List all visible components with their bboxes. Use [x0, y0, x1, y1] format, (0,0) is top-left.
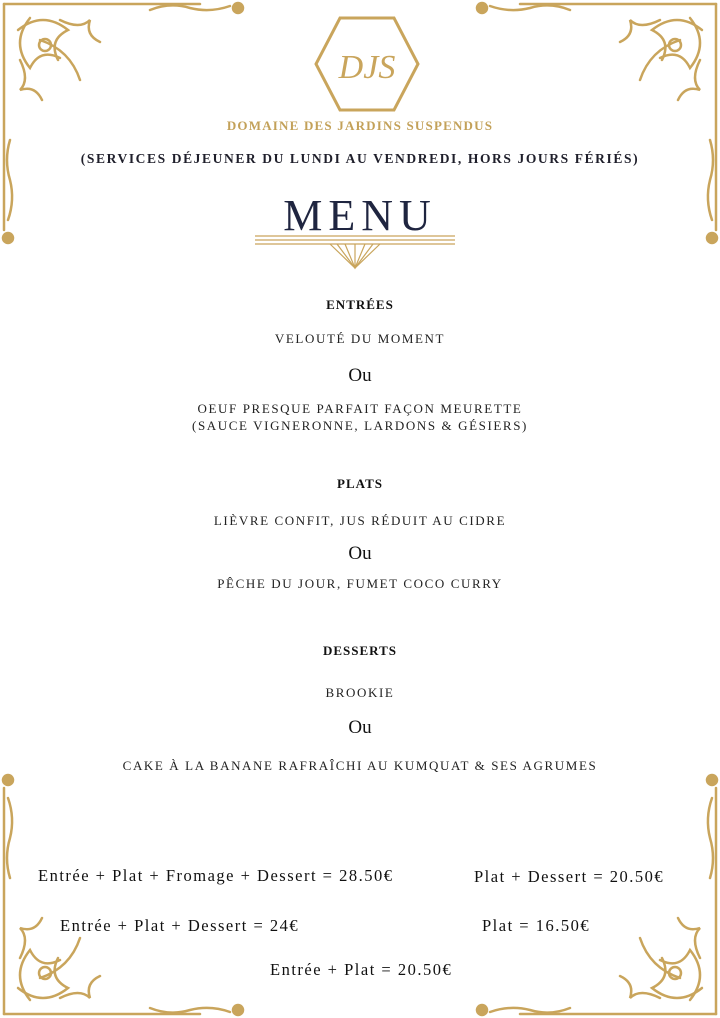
dish-peche: PÊCHE DU JOUR, FUMET COCO CURRY [217, 576, 503, 591]
dish-cake: CAKE À LA BANANE RAFRAÎCHI AU KUMQUAT & SES AGRUMES [122, 758, 598, 773]
corner-ornament-bottom-left-icon [0, 768, 250, 1018]
separator-ou: Ou [348, 543, 372, 564]
price-formule-complete: Entrée + Plat + Fromage + Dessert = 28.50€ [38, 866, 394, 885]
price-plat-dessert: Plat + Dessert = 20.50€ [474, 867, 665, 886]
services-note: (SERVICES DÉJEUNER DU LUNDI AU VENDREDI, HORS JOURS FÉRIÉS) [80, 151, 640, 166]
dish-lievre: LIÈVRE CONFIT, JUS RÉDUIT AU CIDRE [213, 513, 507, 528]
domain-name: DOMAINE DES JARDINS SUSPENDUS [226, 118, 494, 133]
dish-veloute: VELOUTÉ DU MOMENT [274, 331, 446, 346]
price-entree-plat: Entrée + Plat = 20.50€ [270, 960, 453, 979]
hexagon-logo-icon [312, 14, 422, 114]
section-title-plats: PLATS [337, 476, 383, 491]
section-title-desserts: DESSERTS [322, 643, 398, 658]
corner-ornament-bottom-right-icon [470, 768, 720, 1018]
price-plat-seul: Plat = 16.50€ [482, 916, 591, 935]
dish-brookie: BROOKIE [325, 685, 395, 700]
menu-title: MENU [283, 191, 437, 240]
deco-fan-icon [255, 232, 455, 272]
separator-ou: Ou [348, 365, 372, 386]
dish-oeuf-line1: OEUF PRESQUE PARFAIT FAÇON MEURETTE [197, 401, 523, 416]
separator-ou: Ou [348, 717, 372, 738]
dish-oeuf-line2: (SAUCE VIGNERONNE, LARDONS & GÉSIERS) [192, 418, 528, 433]
price-entree-plat-dessert: Entrée + Plat + Dessert = 24€ [60, 916, 300, 935]
logo-monogram: DJS [338, 49, 396, 86]
section-title-entrees: ENTRÉES [326, 297, 394, 312]
